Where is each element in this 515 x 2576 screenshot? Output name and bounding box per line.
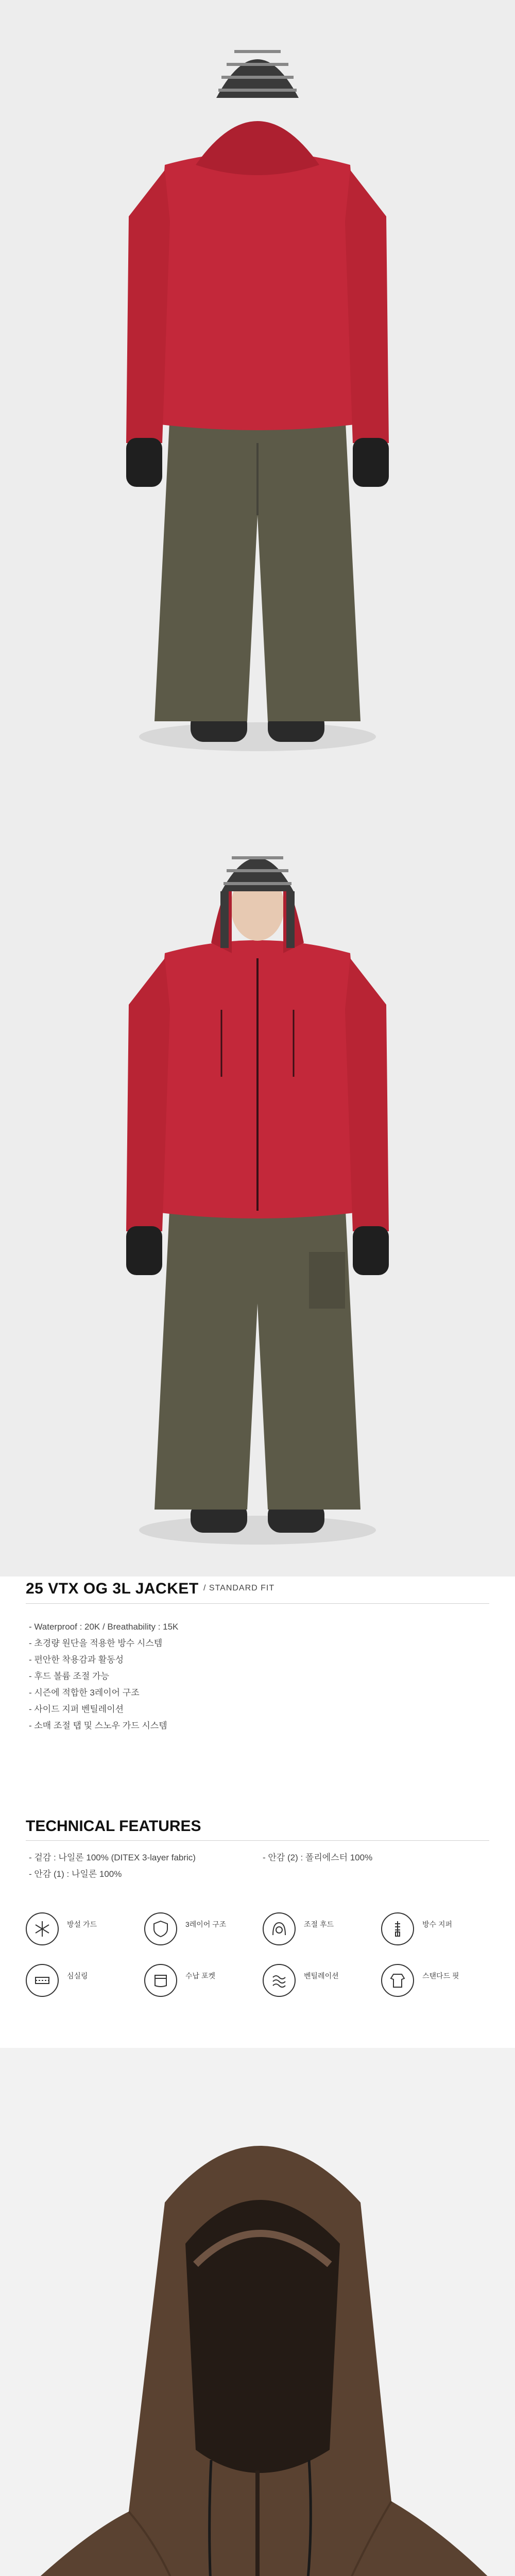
feature-label: 벤틸레이션 [304,1972,339,1980]
material-list-right [263,1850,372,1866]
hood-icon [263,1912,296,1945]
spec-item: - 후드 볼륨 조절 가능 [29,1671,109,1681]
feature-snowflake [26,1912,129,1948]
feature-label: 3레이어 구조 [185,1920,227,1928]
technical-features-title: TECHNICAL FEATURES [26,1818,201,1835]
fit-badge: / STANDARD FIT [203,1584,275,1592]
spec-item: - 편안한 착용감과 활동성 [29,1655,124,1665]
material-item: - 안감 (1) : 나일론 100% [29,1869,122,1879]
material-item: - 안감 (2) : 폴리에스터 100% [263,1853,373,1862]
feature-shield [144,1912,247,1948]
spec-item: - 사이드 지퍼 벤틸레이션 [29,1704,124,1714]
hood-closeup-photo [0,2048,515,2576]
feature-tape [26,1964,129,2000]
feature-label: 방설 가드 [67,1920,97,1928]
feature-label: 심실링 [67,1972,88,1980]
feature-label: 스탠다드 핏 [422,1972,459,1980]
feature-label: 수납 포켓 [185,1972,215,1980]
zipper-icon [381,1912,414,1945]
snowflake-icon [26,1912,59,1945]
feature-zipper [381,1912,484,1948]
feature-pocket [144,1964,247,2000]
technical-divider [26,1840,489,1841]
tape-icon [26,1964,59,1997]
product-title: 25 VTX OG 3L JACKET [26,1580,199,1597]
fit-icon [381,1964,414,1997]
feature-hood [263,1912,366,1948]
model-front-photo [0,788,515,1577]
feature-label: 조절 후드 [304,1920,334,1928]
feature-ventilation [263,1964,366,2000]
pocket-icon [144,1964,177,1997]
spec-item: - Waterproof : 20K / Breathability : 15K [29,1622,179,1632]
spec-item: - 소매 조절 탭 및 스노우 가드 시스템 [29,1721,167,1731]
material-list-left [29,1850,196,1883]
feature-fit [381,1964,484,2000]
feature-label: 방수 지퍼 [422,1920,452,1928]
model-back-photo [0,0,515,788]
spec-item: - 초경량 원단을 적용한 방수 시스템 [29,1638,163,1648]
spec-item: - 시즌에 적합한 3레이어 구조 [29,1688,140,1698]
shield-icon [144,1912,177,1945]
ventilation-icon [263,1964,296,1997]
spec-list [29,1619,178,1734]
material-item: - 겉감 : 나일론 100% (DITEX 3-layer fabric) [29,1853,196,1862]
title-divider [26,1603,489,1604]
